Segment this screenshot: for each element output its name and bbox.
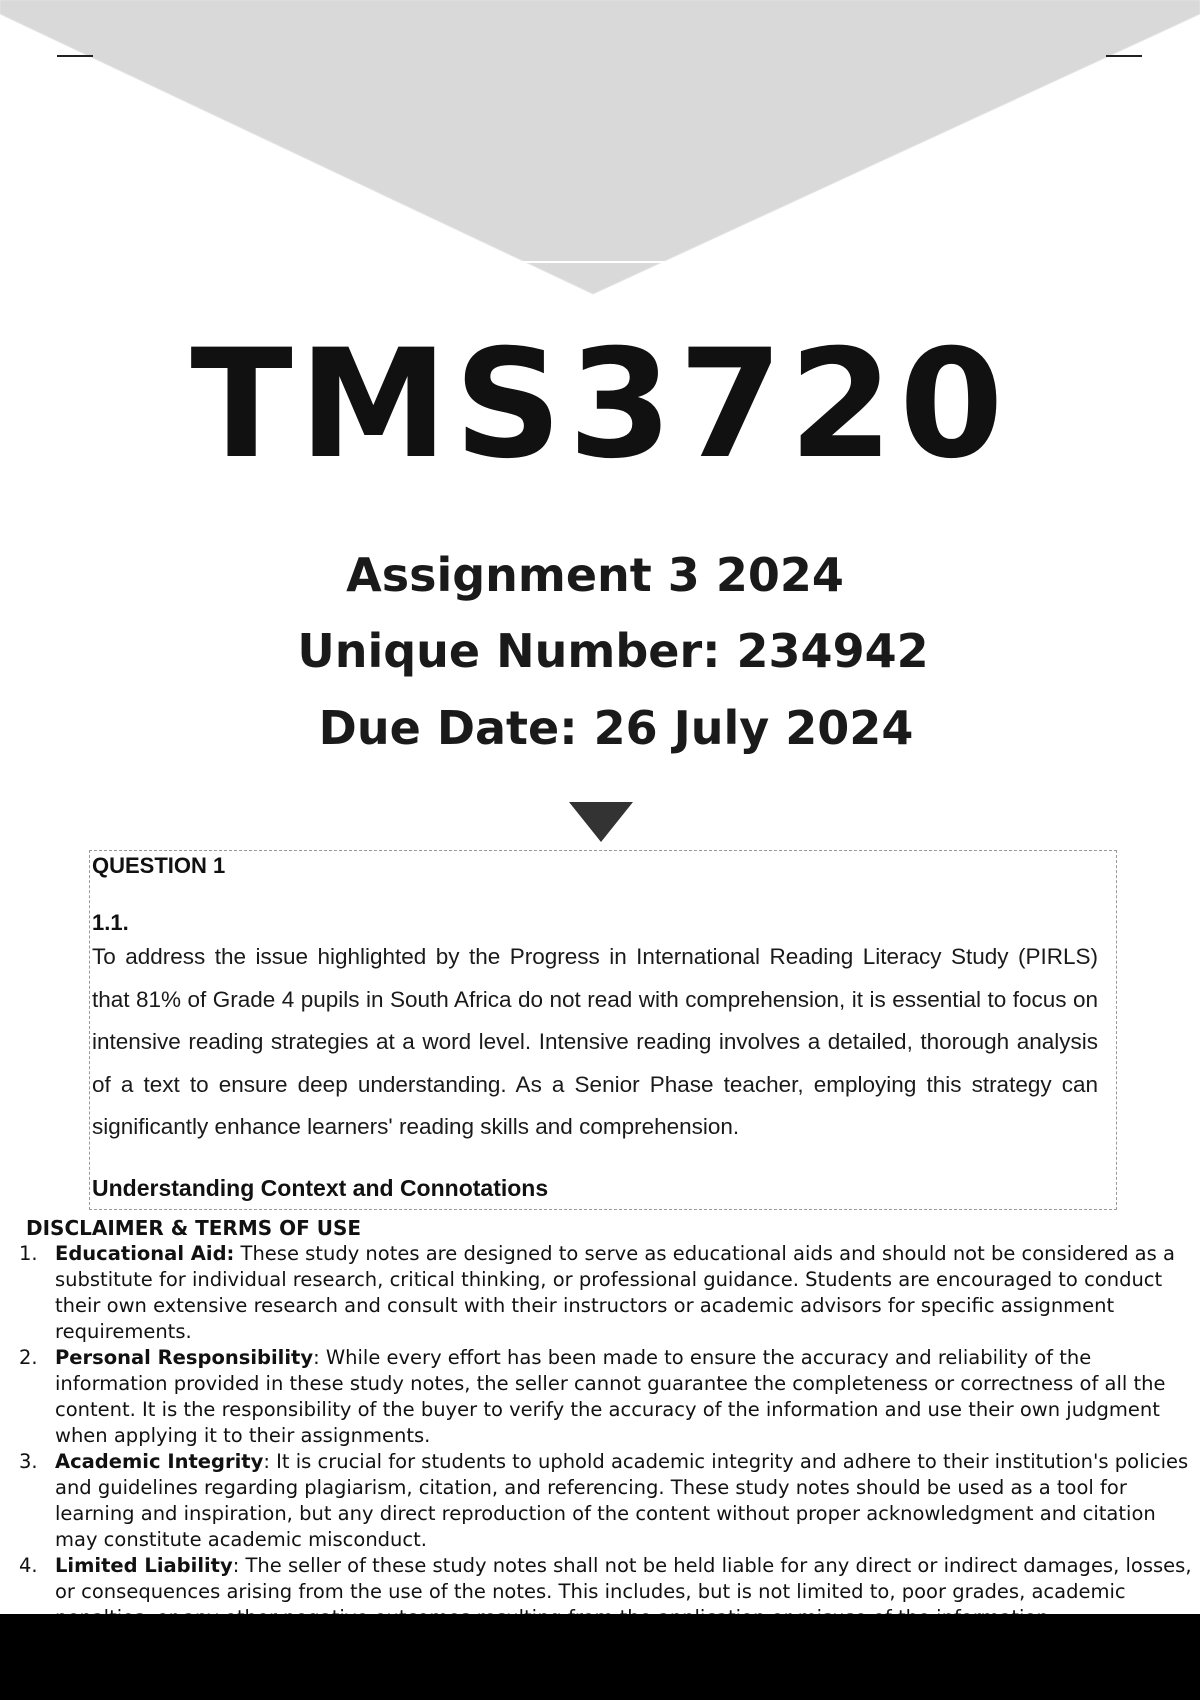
question-preview-box xyxy=(89,850,1117,1210)
list-item-term: Personal Responsibility xyxy=(55,1346,314,1369)
list-item-term: Limited Liability xyxy=(55,1554,233,1577)
question-paragraph: To address the issue highlighted by the Progress in International Reading Literacy Study (PIRLS) that 81% of Grade 4 pupils in South Africa do not read with comprehension, it is essential to focus on intensive reading strategies at a word level. Intensive reading involves a detailed, thorough analysis of a text to ensure deep understanding. As a Senior Phase teacher, employing this strategy can significantly enhance learners' reading skills and comprehension. xyxy=(92,944,1098,1139)
triangle-down-icon xyxy=(569,802,633,842)
list-item-text: These study notes are designed to serve as educational aids and should not be considered as a substitute for individual research, critical thinking, or professional guidance. Students are encouraged to conduct their own extensive research and consult with their instructors or academic advisors for specific assignment requirements. xyxy=(55,1242,1175,1343)
disclaimer-list xyxy=(0,1241,1200,1631)
question-heading: QUESTION 1 xyxy=(92,853,226,878)
preview-cutoff-bar xyxy=(0,1614,1200,1700)
course-code-title: TMS3720 xyxy=(190,318,1010,492)
list-item-number: 1. xyxy=(19,1242,38,1265)
list-item-term: Educational Aid: xyxy=(55,1242,235,1265)
list-item-number: 4. xyxy=(19,1554,38,1577)
unique-number: Unique Number: 234942 xyxy=(297,624,929,678)
list-item-text: : While every effort has been made to ensure the accuracy and reliability of the information provided in these study notes, the seller cannot guarantee the completeness or correctness of all the content. It is the responsibility of the buyer to verify the accuracy of the information and use their own judgment when applying it to their assignments. xyxy=(55,1346,1166,1447)
list-item-text: : The seller of these study notes shall not be held liable for any direct or indirect damages, losses, or consequences arising from the use of the notes. This includes, but is not limited to, poor grades, academic xyxy=(55,1554,1192,1603)
corner-rule-left xyxy=(57,55,93,57)
list-item-number: 2. xyxy=(19,1346,38,1369)
corner-rule-right xyxy=(1106,55,1142,57)
disclaimer-title: DISCLAIMER & TERMS OF USE xyxy=(26,1216,362,1240)
question-number: 1.1. xyxy=(92,910,129,935)
list-item xyxy=(0,1449,1200,1553)
list-item xyxy=(0,1241,1200,1345)
list-item-number: 3. xyxy=(19,1450,38,1473)
list-item xyxy=(0,1345,1200,1449)
assignment-title: Assignment 3 2024 xyxy=(346,548,844,602)
list-item-text: : It is crucial for students to uphold academic integrity and adhere to their institution's policies and guidelines regarding plagiarism, citation, and referencing. These study notes should be used as a tool for learning and inspiration, but any direct reproduction of the content without proper acknowledgment and citation may constitute academic misconduct. xyxy=(55,1450,1189,1551)
due-date: Due Date: 26 July 2024 xyxy=(318,701,914,755)
header-chevron-graphic xyxy=(0,0,1200,300)
question-subheading: Understanding Context and Connotations xyxy=(92,1175,549,1201)
list-item-term: Academic Integrity xyxy=(55,1450,264,1473)
